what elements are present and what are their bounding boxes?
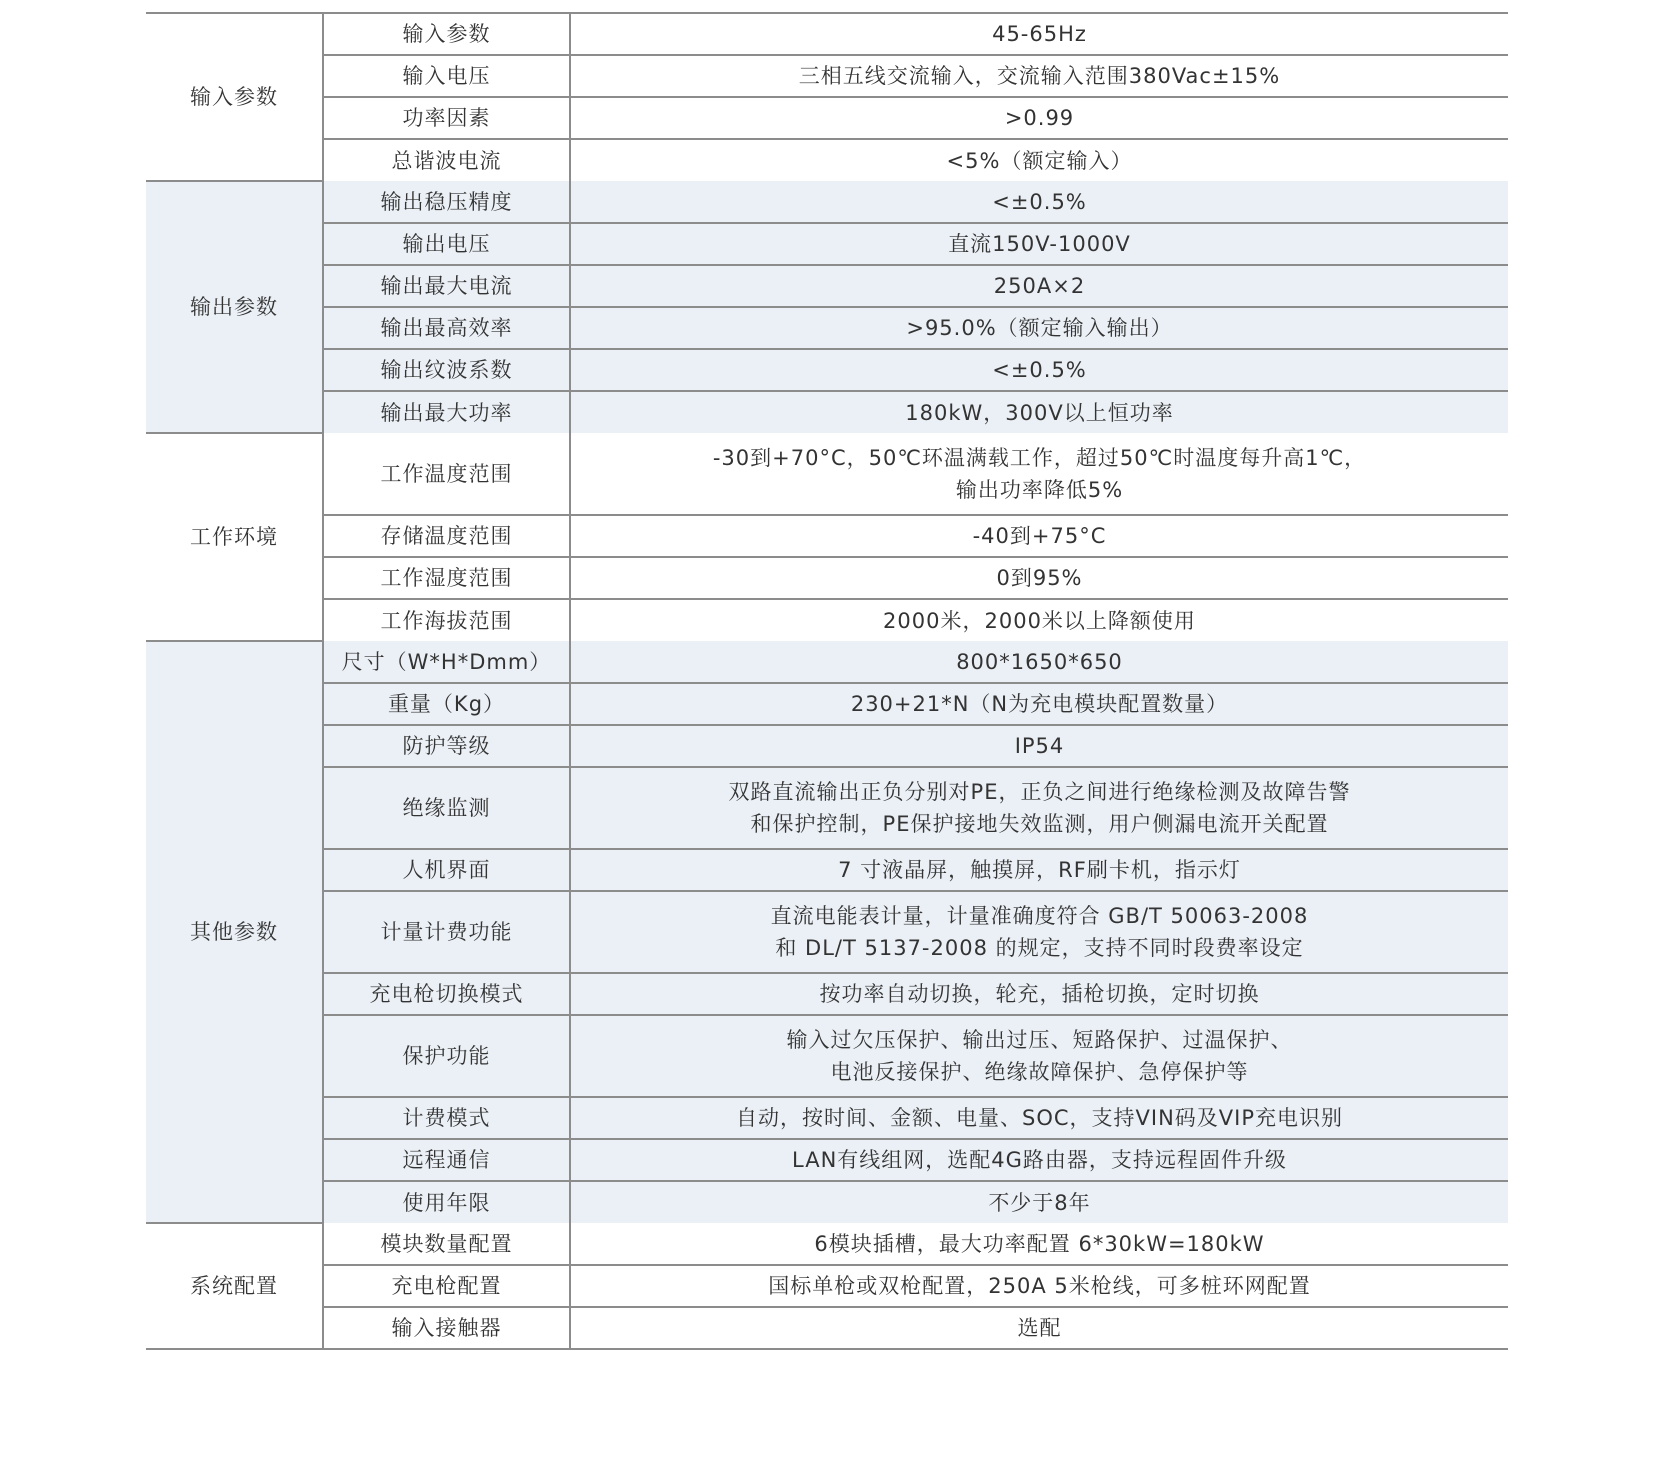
param-value-line: 250A×2	[993, 274, 1086, 298]
param-value	[570, 891, 1508, 973]
param-value	[570, 683, 1508, 725]
param-label: 总谐波电流	[323, 139, 570, 181]
param-value-line: 2000米，2000米以上降额使用	[883, 608, 1196, 633]
param-label: 充电枪配置	[323, 1265, 570, 1307]
param-value-line: 输出功率降低5%	[955, 477, 1124, 502]
param-value-line: 国标单枪或双枪配置，250A 5米枪线，可多桩环网配置	[768, 1274, 1311, 1298]
param-value	[570, 97, 1508, 139]
param-label: 模块数量配置	[323, 1223, 570, 1265]
group-label: 系统配置	[146, 1223, 323, 1349]
spec-row	[146, 725, 1508, 767]
spec-group	[146, 13, 1508, 181]
param-value-line: LAN有线组网，选配4G路由器，支持远程固件升级	[792, 1148, 1287, 1172]
param-value-line: 0到95%	[996, 566, 1083, 590]
spec-group	[146, 1223, 1508, 1349]
param-value-line: 180kW，300V以上恒功率	[905, 400, 1174, 425]
param-value	[570, 515, 1508, 557]
param-value-line: 直流电能表计量，计量准确度符合 GB/T 50063-2008	[770, 904, 1309, 928]
param-value-line: 按功率自动切换，轮充，插枪切换，定时切换	[819, 982, 1260, 1006]
param-label: 计费模式	[323, 1097, 570, 1139]
spec-row	[146, 683, 1508, 725]
param-label: 输出电压	[323, 223, 570, 265]
spec-row	[146, 307, 1508, 349]
param-value	[570, 1307, 1508, 1349]
param-value	[570, 1223, 1508, 1265]
param-label: 计量计费功能	[323, 891, 570, 973]
param-label: 输入电压	[323, 55, 570, 97]
spec-group	[146, 181, 1508, 433]
param-label: 工作温度范围	[323, 433, 570, 515]
spec-table	[146, 12, 1508, 1350]
spec-row	[146, 139, 1508, 181]
spec-row	[146, 1181, 1508, 1223]
spec-row	[146, 223, 1508, 265]
param-label: 使用年限	[323, 1181, 570, 1223]
spec-row	[146, 55, 1508, 97]
param-value-line: 三相五线交流输入，交流输入范围380Vac±15%	[798, 64, 1281, 88]
param-label: 工作湿度范围	[323, 557, 570, 599]
param-value-line: >95.0%（额定输入输出）	[906, 316, 1173, 340]
param-value-line: 和 DL/T 5137-2008 的规定，支持不同时段费率设定	[775, 936, 1304, 960]
spec-row	[146, 973, 1508, 1015]
param-value-line: -30到+70°C，50℃环温满载工作，超过50℃时温度每升高1℃，	[712, 445, 1367, 470]
group-label: 其他参数	[146, 641, 323, 1223]
param-label: 输出最大功率	[323, 391, 570, 433]
param-value	[570, 725, 1508, 767]
param-label: 充电枪切换模式	[323, 973, 570, 1015]
param-label: 防护等级	[323, 725, 570, 767]
group-label: 工作环境	[146, 433, 323, 641]
param-value-line: IP54	[1014, 734, 1065, 758]
param-value-line: >0.99	[1004, 106, 1075, 130]
spec-row	[146, 97, 1508, 139]
group-label: 输入参数	[146, 13, 323, 181]
spec-row	[146, 557, 1508, 599]
param-value	[570, 973, 1508, 1015]
param-value	[570, 181, 1508, 223]
param-value-line: 选配	[1017, 1316, 1062, 1340]
spec-row	[146, 349, 1508, 391]
param-value	[570, 13, 1508, 55]
spec-row	[146, 13, 1508, 55]
param-label: 尺寸（W*H*Dmm）	[323, 641, 570, 683]
spec-row	[146, 515, 1508, 557]
group-label: 输出参数	[146, 181, 323, 433]
spec-row	[146, 1097, 1508, 1139]
spec-row	[146, 891, 1508, 973]
param-value-line: 230+21*N（N为充电模块配置数量）	[850, 692, 1229, 716]
param-label: 保护功能	[323, 1015, 570, 1097]
param-value-line: 输入过欠压保护、输出过压、短路保护、过温保护、	[786, 1028, 1293, 1052]
param-value	[570, 641, 1508, 683]
param-value	[570, 599, 1508, 641]
param-value	[570, 1181, 1508, 1223]
param-label: 重量（Kg）	[323, 683, 570, 725]
spec-group	[146, 433, 1508, 641]
spec-row	[146, 1265, 1508, 1307]
param-label: 输出最高效率	[323, 307, 570, 349]
spec-row	[146, 1015, 1508, 1097]
param-value	[570, 139, 1508, 181]
param-value-line: 电池反接保护、绝缘故障保护、急停保护等	[830, 1060, 1249, 1084]
param-label: 输入参数	[323, 13, 570, 55]
param-value	[570, 1139, 1508, 1181]
param-value-line: 7 寸液晶屏，触摸屏，RF刷卡机，指示灯	[838, 858, 1241, 882]
param-value-line: 双路直流输出正负分别对PE，正负之间进行绝缘检测及故障告警	[728, 780, 1351, 804]
param-label: 输出纹波系数	[323, 349, 570, 391]
param-label: 人机界面	[323, 849, 570, 891]
param-value	[570, 391, 1508, 433]
param-value-line: <±0.5%	[992, 358, 1087, 382]
param-value	[570, 307, 1508, 349]
param-label: 输出稳压精度	[323, 181, 570, 223]
param-value-line: 不少于8年	[988, 1190, 1091, 1215]
param-value	[570, 55, 1508, 97]
param-value	[570, 1015, 1508, 1097]
param-value-line: 自动，按时间、金额、电量、SOC，支持VIN码及VIP充电识别	[735, 1106, 1343, 1130]
param-value-line: <±0.5%	[992, 189, 1087, 214]
spec-row	[146, 265, 1508, 307]
param-value-line: 6模块插槽，最大功率配置 6*30kW=180kW	[814, 1231, 1265, 1256]
spec-row	[146, 391, 1508, 433]
param-value-line: 和保护控制，PE保护接地失效监测，用户侧漏电流开关配置	[750, 812, 1329, 836]
spec-row	[146, 1139, 1508, 1181]
spec-row	[146, 849, 1508, 891]
param-label: 绝缘监测	[323, 767, 570, 849]
param-value	[570, 1265, 1508, 1307]
spec-row	[146, 599, 1508, 641]
spec-row	[146, 1307, 1508, 1349]
param-value-line: 直流150V-1000V	[948, 232, 1131, 256]
param-value	[570, 767, 1508, 849]
spec-row	[146, 181, 1508, 223]
param-value	[570, 433, 1508, 515]
spec-row	[146, 641, 1508, 683]
param-value-line: 45-65Hz	[992, 22, 1087, 46]
spec-row	[146, 433, 1508, 515]
param-label: 输出最大电流	[323, 265, 570, 307]
param-value	[570, 349, 1508, 391]
param-label: 远程通信	[323, 1139, 570, 1181]
param-label: 存储温度范围	[323, 515, 570, 557]
param-label: 功率因素	[323, 97, 570, 139]
param-label: 工作海拔范围	[323, 599, 570, 641]
param-value	[570, 223, 1508, 265]
param-value	[570, 557, 1508, 599]
param-value-line: 800*1650*650	[956, 649, 1123, 674]
param-value-line: <5%（额定输入）	[946, 148, 1133, 173]
spec-row	[146, 767, 1508, 849]
spec-row	[146, 1223, 1508, 1265]
param-value	[570, 849, 1508, 891]
param-value	[570, 1097, 1508, 1139]
param-value	[570, 265, 1508, 307]
param-label: 输入接触器	[323, 1307, 570, 1349]
spec-group	[146, 641, 1508, 1223]
param-value-line: -40到+75°C	[972, 524, 1107, 548]
